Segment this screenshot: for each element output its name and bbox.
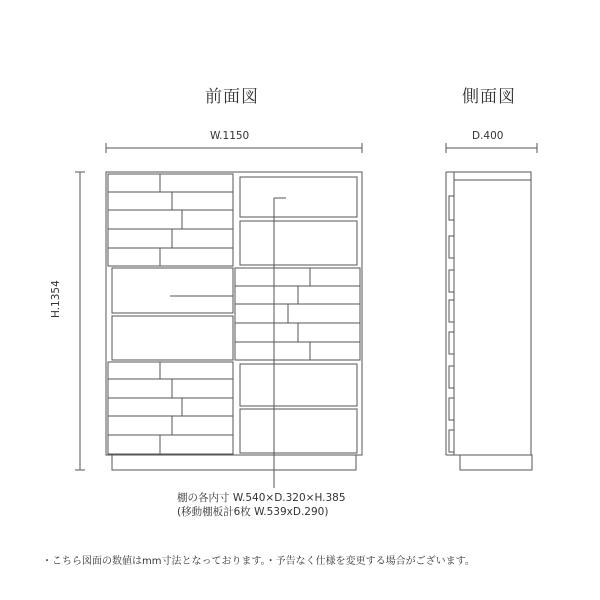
drawer-block-left-top bbox=[108, 174, 233, 266]
shelf-left-middle-upper bbox=[112, 268, 233, 313]
shelf-right-top-upper bbox=[240, 177, 357, 217]
drawer-block-right-middle bbox=[235, 268, 360, 360]
shelf-right-top-lower bbox=[240, 221, 357, 265]
shelf-left-middle-lower bbox=[112, 316, 233, 360]
shelf-note-line-1: 棚の各内寸 W.540×D.320×H.385 bbox=[177, 492, 346, 504]
shelf-note-line-2: (移動棚板計6枚 W.539xD.290) bbox=[177, 506, 329, 518]
shelf-right-bottom-lower bbox=[240, 409, 357, 453]
height-dimension-label: H.1354 bbox=[50, 280, 62, 318]
side-view-title: 側面図 bbox=[462, 87, 516, 107]
front-view-title: 前面図 bbox=[205, 87, 259, 107]
drawer-block-left-bottom bbox=[108, 362, 233, 454]
shelf-right-bottom-upper bbox=[240, 364, 357, 406]
width-dimension-label: W.1150 bbox=[210, 130, 250, 142]
shelf-dimension-note bbox=[177, 491, 346, 519]
side-carcass bbox=[454, 172, 531, 455]
side-plinth bbox=[460, 455, 532, 470]
depth-dimension-label: D.400 bbox=[472, 130, 504, 142]
footnote: ・こちら図面の数値はmm寸法となっております。・予告なく仕様を変更する場合がございます。 bbox=[42, 556, 475, 567]
front-plinth bbox=[112, 455, 356, 470]
